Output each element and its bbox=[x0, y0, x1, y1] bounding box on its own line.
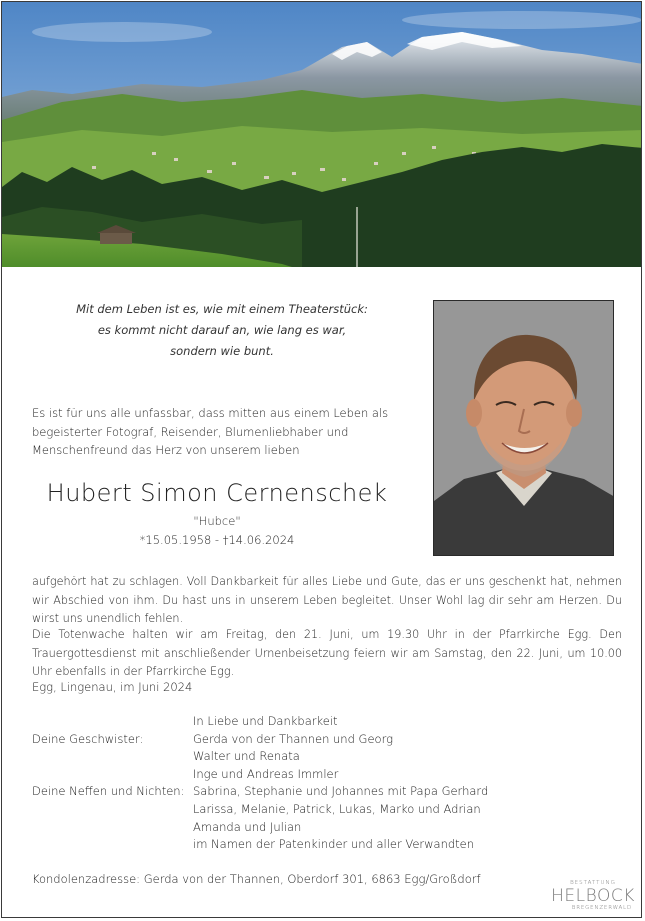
mourner-row bbox=[32, 748, 622, 766]
landscape-photo bbox=[2, 2, 642, 267]
mourner-text: In Liebe und Dankbarkeit bbox=[193, 714, 338, 728]
quote-line: Mit dem Leben ist es, wie mit einem Theaterstück: bbox=[76, 302, 368, 316]
mourner-row bbox=[32, 783, 622, 801]
farewell-paragraph: aufgehört hat zu schlagen. Voll Dankbarkeit für alles Liebe und Gute, das er uns geschenkt hat, nehmen wir Abschied von ihm. Du hast uns in unserem Leben begleitet. Unser Wohl lag dir sehr am Herzen. Du wirst uns unendlich fehlen. bbox=[32, 575, 622, 625]
mourner-text: Gerda von der Thannen und Georg bbox=[193, 731, 393, 746]
mourner-row bbox=[32, 836, 622, 854]
mourner-row bbox=[32, 713, 622, 731]
condolence-address: Kondolenzadresse: Gerda von der Thannen, Oberdorf 301, 6863 Egg/Großdorf bbox=[32, 872, 481, 886]
mourner-text: Sabrina, Stephanie und Johannes mit Papa Gerhard bbox=[193, 784, 489, 799]
service-paragraph: Die Totenwache halten wir am Freitag, den 21. Juni, um 19.30 Uhr in der Pfarrkirche Egg. Den Trauergottesdienst mit anschließender Urnenbeisetzung feiern wir am Samstag, den 22. Juni, um 10.00 Uhr ebenfalls in der Pfarrkirche Egg. bbox=[32, 628, 622, 678]
life-dates: *15.05.1958 - †14.06.2024 bbox=[139, 533, 295, 547]
deceased-nickname: "Hubce" bbox=[193, 514, 241, 528]
mourner-row bbox=[32, 731, 622, 749]
obituary-card bbox=[1, 1, 642, 918]
place-date: Egg, Lingenau, im Juni 2024 bbox=[32, 680, 193, 694]
mourner-label: Deine Geschwister: bbox=[32, 731, 144, 746]
quote-line: es kommt nicht darauf an, wie lang es war, bbox=[97, 323, 347, 337]
logo-sub-text: BREGENZERWALD bbox=[571, 905, 632, 911]
quote bbox=[42, 299, 402, 362]
mourners-list bbox=[32, 713, 622, 854]
portrait-photo bbox=[433, 300, 614, 556]
logo-top-text: BESTATTUNG bbox=[570, 880, 616, 886]
mourner-text: Inge und Andreas Immler bbox=[193, 766, 339, 781]
quote-line: sondern wie bunt. bbox=[170, 344, 274, 358]
intro-text: Es ist für uns alle unfassbar, dass mitten aus einem Leben als begeisterter Fotograf, Reisender, Blumenliebhaber und Menschenfreund das Herz von unserem lieben bbox=[32, 406, 389, 457]
mourner-label: Deine Neffen und Nichten: bbox=[32, 784, 185, 799]
mourner-row bbox=[32, 801, 622, 819]
funeral-home-logo bbox=[548, 880, 638, 916]
logo-main-text: HELBOCK bbox=[551, 886, 635, 906]
deceased-name: Hubert Simon Cernenschek bbox=[46, 479, 388, 507]
mourner-text: Larissa, Melanie, Patrick, Lukas, Marko und Adrian bbox=[193, 801, 481, 816]
mourner-text: Walter und Renata bbox=[193, 749, 300, 764]
mourner-text: im Namen der Patenkinder und aller Verwandten bbox=[193, 837, 475, 852]
mourner-row bbox=[32, 766, 622, 784]
mourner-text: Amanda und Julian bbox=[193, 819, 302, 834]
mourner-row bbox=[32, 819, 622, 837]
